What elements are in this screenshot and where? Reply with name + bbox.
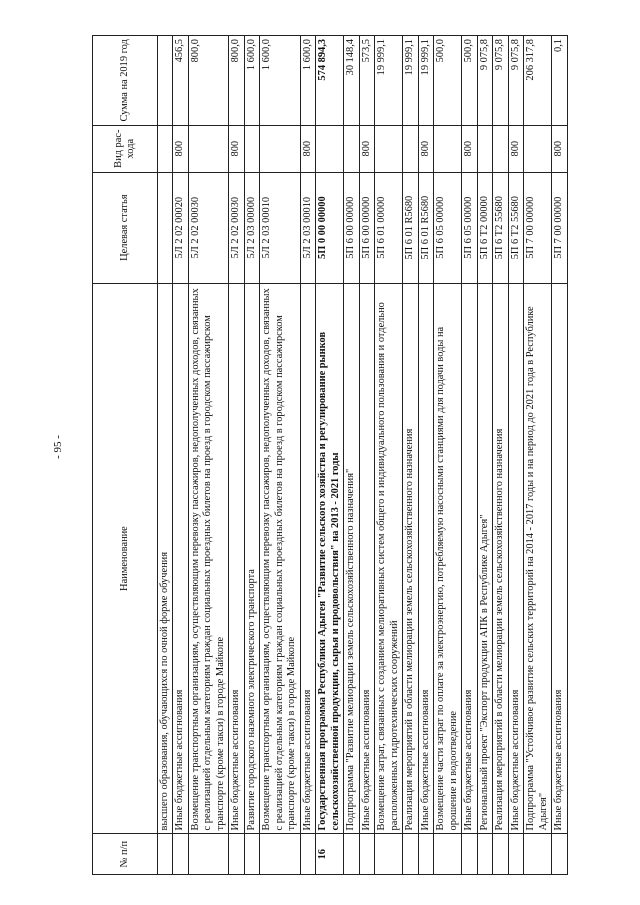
table-row — [403, 36, 418, 875]
table-row — [244, 36, 259, 875]
table-row — [229, 36, 244, 875]
header-vid: Вид рас-хода — [93, 125, 158, 172]
table-header-row — [93, 36, 158, 875]
cell-num — [434, 834, 462, 875]
cell-vid — [260, 125, 300, 172]
cell-name: Возмещение транспортным организациям, осуществляющим перевозку пассажиров, недополученных доходов, связанных с реализацией отдельным категориям граждан социальных проездных билетов на проезд в городском пассажирском транспорте (кроме такси) в городе Майкопе — [188, 283, 228, 834]
cell-code: 5П 0 00 00000 — [316, 172, 344, 283]
table-row — [477, 36, 492, 875]
cell-vid — [375, 125, 403, 172]
cell-code: 5Л 2 02 00020 — [173, 172, 188, 283]
table-row — [260, 36, 300, 875]
cell-code: 5Л 2 03 00010 — [260, 172, 300, 283]
cell-code: 5Л 2 02 00030 — [229, 172, 244, 283]
cell-sum: 1 600,0 — [244, 36, 259, 126]
table-row — [418, 36, 433, 875]
cell-sum: 800,0 — [188, 36, 228, 126]
table-row — [552, 36, 567, 875]
cell-num — [375, 834, 403, 875]
cell-num — [173, 834, 188, 875]
cell-sum: 1 600,0 — [260, 36, 300, 126]
cell-name: Реализация мероприятий в области мелиорации земель сельскохозяйственного назначения — [403, 283, 418, 834]
table-row — [344, 36, 359, 875]
cell-num: 16 — [316, 834, 344, 875]
header-sum: Сумма на 2019 год — [93, 36, 158, 126]
cell-vid: 800 — [173, 125, 188, 172]
cell-vid — [493, 125, 508, 172]
cell-sum: 0,1 — [552, 36, 567, 126]
header-name: Наименование — [93, 283, 158, 834]
cell-name: Иные бюджетные ассигнования — [300, 283, 315, 834]
cell-sum: 573,5 — [359, 36, 374, 126]
cell-code: 5П 6 T2 55680 — [493, 172, 508, 283]
cell-name: Государственная программа Республики Адыгея "Развитие сельского хозяйства и регулирование рынков сельскохозяйственной продукции, сырья и продовольствия" на 2013 - 2021 годы — [316, 283, 344, 834]
cell-sum: 574 894,3 — [316, 36, 344, 126]
cell-name: Подпрограмма "Развитие мелиорации земель сельскохозяйственного назначения" — [344, 283, 359, 834]
cell-code: 5Л 2 03 00010 — [300, 172, 315, 283]
cell-num — [418, 834, 433, 875]
cell-num — [158, 834, 173, 875]
cell-code — [158, 172, 173, 283]
table-row — [434, 36, 462, 875]
cell-name: Иные бюджетные ассигнования — [462, 283, 477, 834]
cell-num — [524, 834, 552, 875]
cell-num — [403, 834, 418, 875]
cell-sum: 19 999,1 — [375, 36, 403, 126]
cell-name: Иные бюджетные ассигнования — [229, 283, 244, 834]
table-row — [375, 36, 403, 875]
cell-vid: 800 — [552, 125, 567, 172]
cell-name: Иные бюджетные ассигнования — [508, 283, 523, 834]
cell-name: Иные бюджетные ассигнования — [418, 283, 433, 834]
table-row — [359, 36, 374, 875]
header-code: Целевая статья — [93, 172, 158, 283]
cell-vid — [244, 125, 259, 172]
cell-name: Развитие городского наземного электрического транспорта — [244, 283, 259, 834]
cell-code: 5Л 2 02 00030 — [188, 172, 228, 283]
cell-name: Иные бюджетные ассигнования — [552, 283, 567, 834]
cell-vid: 800 — [462, 125, 477, 172]
cell-sum: 19 999,1 — [418, 36, 433, 126]
cell-name: Региональный проект "Экспорт продукции АПК в Республике Адыгея" — [477, 283, 492, 834]
cell-vid: 800 — [359, 125, 374, 172]
cell-sum: 9 075,8 — [508, 36, 523, 126]
cell-sum: 206 317,8 — [524, 36, 552, 126]
cell-num — [493, 834, 508, 875]
cell-num — [188, 834, 228, 875]
cell-code: 5П 6 05 00000 — [434, 172, 462, 283]
cell-num — [229, 834, 244, 875]
cell-name: Иные бюджетные ассигнования — [359, 283, 374, 834]
table-row — [188, 36, 228, 875]
table-row — [524, 36, 552, 875]
cell-num — [359, 834, 374, 875]
cell-num — [552, 834, 567, 875]
cell-code: 5П 6 05 00000 — [462, 172, 477, 283]
cell-code: 5П 6 00 00000 — [359, 172, 374, 283]
cell-sum: 9 075,8 — [493, 36, 508, 126]
cell-vid — [477, 125, 492, 172]
budget-table — [92, 35, 568, 875]
table-row — [493, 36, 508, 875]
cell-vid: 800 — [508, 125, 523, 172]
cell-name: Иные бюджетные ассигнования — [173, 283, 188, 834]
cell-sum: 500,0 — [462, 36, 477, 126]
cell-sum — [158, 36, 173, 126]
header-num: № п/п — [93, 834, 158, 875]
rotated-page-content — [92, 35, 604, 875]
cell-vid — [158, 125, 173, 172]
cell-sum: 800,0 — [229, 36, 244, 126]
cell-vid — [434, 125, 462, 172]
cell-code: 5П 7 00 00000 — [552, 172, 567, 283]
cell-vid: 800 — [229, 125, 244, 172]
cell-vid — [524, 125, 552, 172]
cell-vid — [344, 125, 359, 172]
cell-num — [260, 834, 300, 875]
cell-sum: 30 148,4 — [344, 36, 359, 126]
cell-sum: 500,0 — [434, 36, 462, 126]
cell-code: 5П 6 T2 00000 — [477, 172, 492, 283]
table-row — [462, 36, 477, 875]
cell-code: 5П 6 01 R5680 — [403, 172, 418, 283]
table-row — [300, 36, 315, 875]
page-number: - 95 - — [51, 435, 64, 459]
cell-vid — [316, 125, 344, 172]
table-row — [158, 36, 173, 875]
cell-code: 5П 6 01 R5680 — [418, 172, 433, 283]
cell-name: Возмещение транспортным организациям, осуществляющим перевозку пассажиров, недополученных доходов, связанных с реализацией отдельным категориям граждан социальных проездных билетов на проезд в городском пассажирском транспорте (кроме такси) в городе Майкопе — [260, 283, 300, 834]
cell-name: Возмещение затрат, связанных с созданием мелиоративных систем общего и индивидуального пользования и отдельно расположенных гидротехнических сооружений — [375, 283, 403, 834]
cell-vid — [188, 125, 228, 172]
cell-num — [477, 834, 492, 875]
cell-vid: 800 — [300, 125, 315, 172]
cell-name: Подпрограмма "Устойчивое развитие сельских территорий на 2014 - 2017 годы и на период до 2021 года в Республике Адыгея" — [524, 283, 552, 834]
table-row — [508, 36, 523, 875]
cell-num — [300, 834, 315, 875]
cell-code: 5П 6 T2 55680 — [508, 172, 523, 283]
cell-num — [462, 834, 477, 875]
table-row — [316, 36, 344, 875]
cell-code: 5П 6 00 00000 — [344, 172, 359, 283]
cell-vid: 800 — [418, 125, 433, 172]
cell-code: 5Л 2 03 00000 — [244, 172, 259, 283]
cell-num — [508, 834, 523, 875]
cell-code: 5П 6 01 00000 — [375, 172, 403, 283]
cell-num — [244, 834, 259, 875]
cell-vid — [403, 125, 418, 172]
cell-name: Реализация мероприятий в области мелиорации земель сельскохозяйственного назначения — [493, 283, 508, 834]
cell-name: высшего образования, обучающихся по очной форме обучения — [158, 283, 173, 834]
cell-sum: 1 600,0 — [300, 36, 315, 126]
cell-sum: 456,5 — [173, 36, 188, 126]
cell-num — [344, 834, 359, 875]
cell-code: 5П 7 00 00000 — [524, 172, 552, 283]
table-body — [158, 36, 568, 875]
cell-name: Возмещение части затрат по оплате за электроэнергию, потребляемую насосными станциями для подачи воды на орошение и водоотведение — [434, 283, 462, 834]
table-row — [173, 36, 188, 875]
cell-sum: 9 075,8 — [477, 36, 492, 126]
cell-sum: 19 999,1 — [403, 36, 418, 126]
